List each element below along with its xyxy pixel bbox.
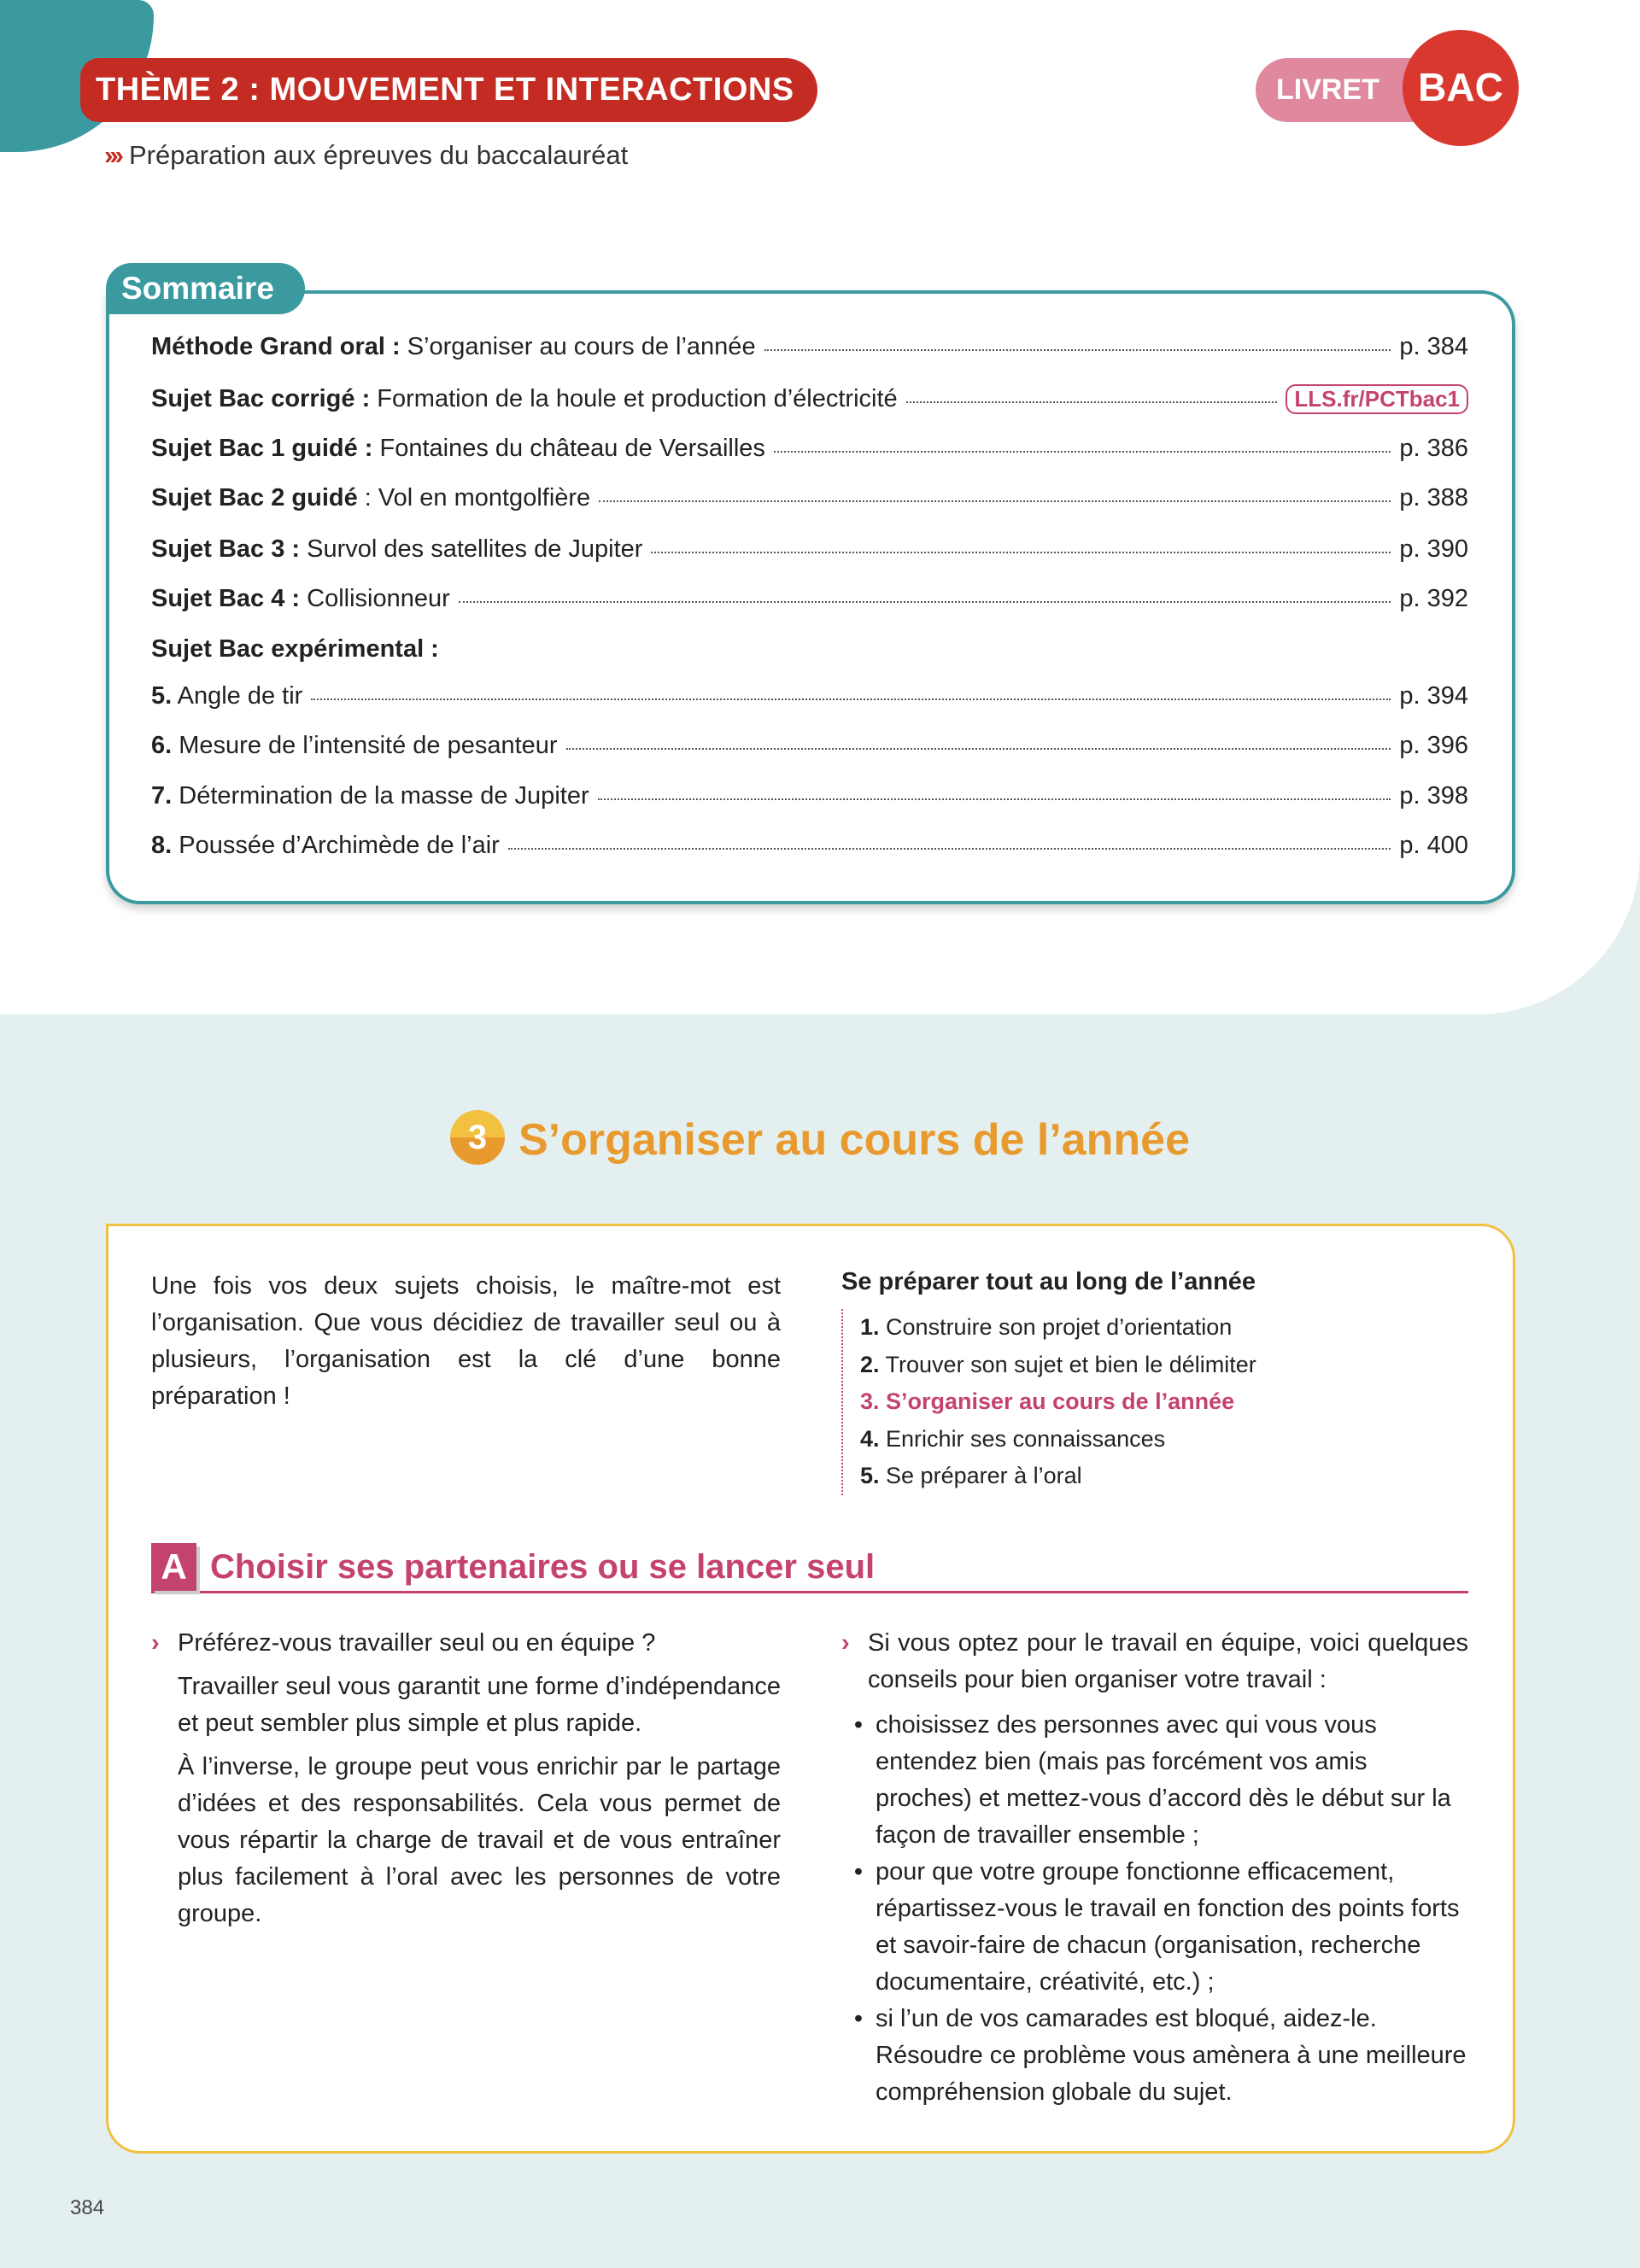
toc-text: Survol des satellites de Jupiter: [300, 535, 643, 563]
step-text: Enrichir ses connaissances: [879, 1425, 1166, 1452]
toc-page: p. 384: [1399, 333, 1468, 360]
toc-page: p. 398: [1399, 782, 1468, 810]
bac-stamp: BAC: [1405, 32, 1516, 143]
toc-page: p. 392: [1399, 585, 1468, 612]
step-text: Construire son projet d’orientation: [879, 1314, 1233, 1340]
toc-label: Sujet Bac 3 :: [151, 535, 301, 563]
subtitle-text: Préparation aux épreuves du baccalauréat: [128, 140, 629, 170]
steps-list: [841, 1309, 1256, 1495]
toc-text: Angle de tir: [172, 682, 303, 710]
toc-item[interactable]: [151, 333, 1468, 367]
step-item: [860, 1383, 1256, 1421]
step-number: 5.: [860, 1463, 880, 1488]
steps-title: Se préparer tout au long de l’année: [841, 1268, 1256, 1295]
toc-item[interactable]: [151, 832, 1468, 866]
toc-label: 7.: [151, 782, 173, 810]
step-number: 2.: [860, 1351, 880, 1377]
toc-item[interactable]: [151, 535, 1468, 570]
toc-label: Sujet Bac 1 guidé :: [151, 435, 373, 462]
dotted-leader: [311, 699, 1391, 700]
dotted-leader: [906, 401, 1278, 403]
chevron-icon: ›: [151, 1629, 160, 1657]
toc-label: 8.: [151, 832, 173, 859]
right-column: [841, 1625, 1468, 2111]
part-a-letter: A: [151, 1543, 196, 1591]
toc-item[interactable]: [151, 635, 1468, 669]
dotted-leader: [598, 798, 1391, 800]
paragraph: À l’inverse, le groupe peut vous enrichir par le partage d’idées et des responsabilités. Cela vous permet de vous répartir la charge de travail et de vous entraîner plus facilement à l’oral avec les personnes de votre groupe.: [178, 1753, 781, 1927]
chevrons-icon: ›››: [104, 140, 120, 170]
dotted-leader: [459, 601, 1391, 603]
left-column: [151, 1625, 781, 1932]
toc-label: Sujet Bac 4 :: [151, 585, 301, 612]
toc-label: Méthode Grand oral :: [151, 333, 401, 360]
question-text: Préférez-vous travailler seul ou en équipe ?: [178, 1629, 656, 1657]
bullet-text: pour que votre groupe fonctionne efficacement, répartissez-vous le travail en fonction des points forts et savoir-faire de chacun (organisation, recherche documentaire, créativité, etc.) ;: [876, 1858, 1460, 1996]
step-item: [860, 1421, 1256, 1458]
section-title: [0, 1114, 1640, 1170]
dotted-leader: [599, 500, 1391, 502]
step-text: Se préparer à l’oral: [879, 1463, 1082, 1488]
toc-page: p. 396: [1399, 732, 1468, 759]
toc-item[interactable]: [151, 782, 1468, 816]
toc-text: Poussée d’Archimède de l’air: [172, 832, 500, 859]
section-number: 3: [450, 1110, 505, 1165]
toc-item[interactable]: [151, 435, 1468, 469]
subtitle: [104, 140, 628, 171]
bullet-icon: •: [853, 2005, 864, 2032]
theme-banner: THÈME 2 : MOUVEMENT ET INTERACTIONS: [80, 58, 817, 122]
toc-item[interactable]: [151, 732, 1468, 766]
step-number: 3.: [860, 1388, 880, 1414]
dotted-leader: [651, 552, 1391, 553]
bullet-text: choisissez des personnes avec qui vous vous entendez bien (mais pas forcément vos amis proches) et mettez-vous d’accord dès le début sur la façon de travailler ensemble ;: [876, 1711, 1451, 1849]
bullet-item: [841, 2001, 1468, 2111]
toc-text: Formation de la houle et production d’électricité: [370, 385, 898, 412]
page-number: 384: [70, 2196, 105, 2219]
step-number: 1.: [860, 1314, 880, 1340]
toc-page: p. 400: [1399, 832, 1468, 859]
bullet-item: [841, 1707, 1468, 1854]
toc-item[interactable]: [151, 682, 1468, 716]
toc-item[interactable]: [151, 585, 1468, 619]
bullet-icon: •: [853, 1858, 864, 1885]
dotted-leader: [508, 848, 1391, 850]
step-number: 4.: [860, 1425, 880, 1452]
question-text: Si vous optez pour le travail en équipe, voici quelques conseils pour bien organiser votre travail :: [868, 1629, 1468, 1693]
toc-item[interactable]: [151, 384, 1468, 418]
step-item: [860, 1347, 1256, 1384]
toc-text: : Vol en montgolfière: [357, 484, 591, 511]
toc-text: Collisionneur: [300, 585, 450, 612]
question: [841, 1625, 1468, 1698]
bullet-item: [841, 1854, 1468, 2001]
toc-text: Mesure de l’intensité de pesanteur: [172, 732, 558, 759]
advice-list: [841, 1707, 1468, 2111]
toc-item[interactable]: [151, 484, 1468, 518]
section-title-text: S’organiser au cours de l’année: [518, 1115, 1191, 1165]
livret-label: LIVRET: [1256, 58, 1426, 122]
intro-text: Une fois vos deux sujets choisis, le maître-mot est l’organisation. Que vous décidiez de travailler seul ou à plusieurs, l’organisation est la clé d’une bonne préparation !: [151, 1272, 781, 1410]
toc-page: p. 388: [1399, 484, 1468, 511]
toc-label: Sujet Bac corrigé :: [151, 385, 371, 412]
sommaire-title: Sommaire: [106, 263, 305, 314]
toc-link[interactable]: LLS.fr/PCTbac1: [1286, 384, 1468, 414]
step-text: S’organiser au cours de l’année: [879, 1388, 1235, 1414]
toc-text: S’organiser au cours de l’année: [400, 333, 756, 360]
part-a-title: Choisir ses partenaires ou se lancer seul: [210, 1548, 876, 1586]
toc-label: Sujet Bac expérimental :: [151, 635, 439, 663]
chevron-icon: ›: [841, 1629, 850, 1657]
toc-page: p. 390: [1399, 535, 1468, 563]
toc-text: Détermination de la masse de Jupiter: [172, 782, 589, 810]
toc-label: 6.: [151, 732, 173, 759]
bullet-icon: •: [853, 1711, 864, 1739]
paragraph: Travailler seul vous garantit une forme d’indépendance et peut sembler plus simple et plus rapide.: [178, 1673, 781, 1737]
bullet-text: si l’un de vos camarades est bloqué, aidez-le. Résoudre ce problème vous amènera à une meilleure compréhension globale du sujet.: [876, 2005, 1467, 2106]
part-a-heading: [151, 1544, 1468, 1593]
toc-label: 5.: [151, 682, 173, 710]
step-text: Trouver son sujet et bien le délimiter: [879, 1351, 1256, 1377]
question: [151, 1625, 781, 1662]
dotted-leader: [566, 748, 1391, 750]
step-item: [860, 1458, 1256, 1495]
dotted-leader: [774, 451, 1391, 453]
toc-page: p. 394: [1399, 682, 1468, 710]
toc-page: p. 386: [1399, 435, 1468, 462]
toc-text: Fontaines du château de Versailles: [372, 435, 765, 462]
toc-label: Sujet Bac 2 guidé: [151, 484, 358, 511]
step-item: [860, 1309, 1256, 1347]
dotted-leader: [764, 349, 1391, 351]
